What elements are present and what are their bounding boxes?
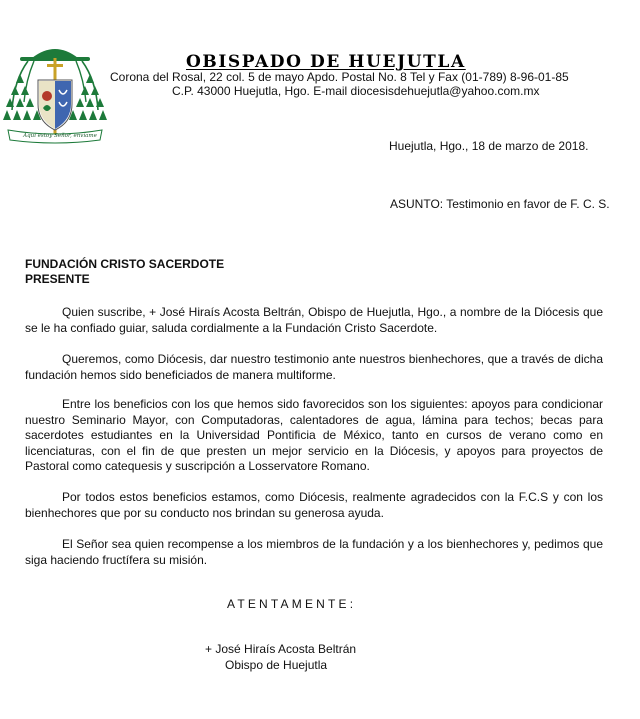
letterhead-address-line-2: C.P. 43000 Huejutla, Hgo. E-mail diocesisdehuejutla@yahoo.com.mx [172,84,540,98]
signer-name: + José Hiraís Acosta Beltrán [205,642,357,656]
signer-role: Obispo de Huejutla [225,658,328,672]
body-paragraph-4: Por todos estos beneficios estamos, como Diócesis, realmente agradecidos con la F.C.S y con los bienhechores que por su conducto nos brindan su generosa ayuda. [25,490,603,520]
closing-atentamente: ATENTAMENTE: [227,597,357,611]
letterhead-title: OBISPADO DE HUEJUTLA [186,52,466,72]
recipient-block [25,257,224,287]
body-paragraph-1: Quien suscribe, + José Hiraís Acosta Beltrán, Obispo de Huejutla, Hgo., a nombre de la Diócesis que se le ha confiado guiar, saluda cordialmente a la Fundación Cristo Sacerdote. [25,305,603,335]
letter-date: Huejutla, Hgo., 18 de marzo de 2018. [389,139,589,153]
motto-ribbon-text: Aquí estoy Señor, envíame [23,133,97,139]
recipient-name: FUNDACIÓN CRISTO SACERDOTE [25,257,225,271]
recipient-presente: PRESENTE [25,272,90,286]
body-paragraph-3: Entre los beneficios con los que hemos sido favorecidos son los siguientes: apoyos para condicionar nuestro Seminario Mayor, con Computadoras, calentadores de agua, lámina para techos; becas para sacerdotes estudiantes en la Universidad Pontificia de México, tanto en cursos de verano como en licenciaturas, con el fin de que presten un mejor servicio en la Diócesis, y apoyos para proyectos de Pastoral como catequesis y suscripción a Losservatore Romano. [25,397,603,473]
letterhead-address-line-1: Corona del Rosal, 22 col. 5 de mayo Apdo. Postal No. 8 Tel y Fax (01-789) 8-96-01-85 [110,70,569,84]
body-paragraph-5: El Señor sea quien recompense a los miembros de la fundación y a los bienhechores y, pedimos que siga haciendo fructífera su misión. [25,537,603,567]
signature-block [205,641,356,673]
body-paragraph-2: Queremos, como Diócesis, dar nuestro testimonio ante nuestros bienhechores, que a través de dicha fundación hemos sido beneficiados de manera multiforme. [25,352,603,382]
letter-subject: ASUNTO: Testimonio en favor de F. C. S. [390,197,610,211]
